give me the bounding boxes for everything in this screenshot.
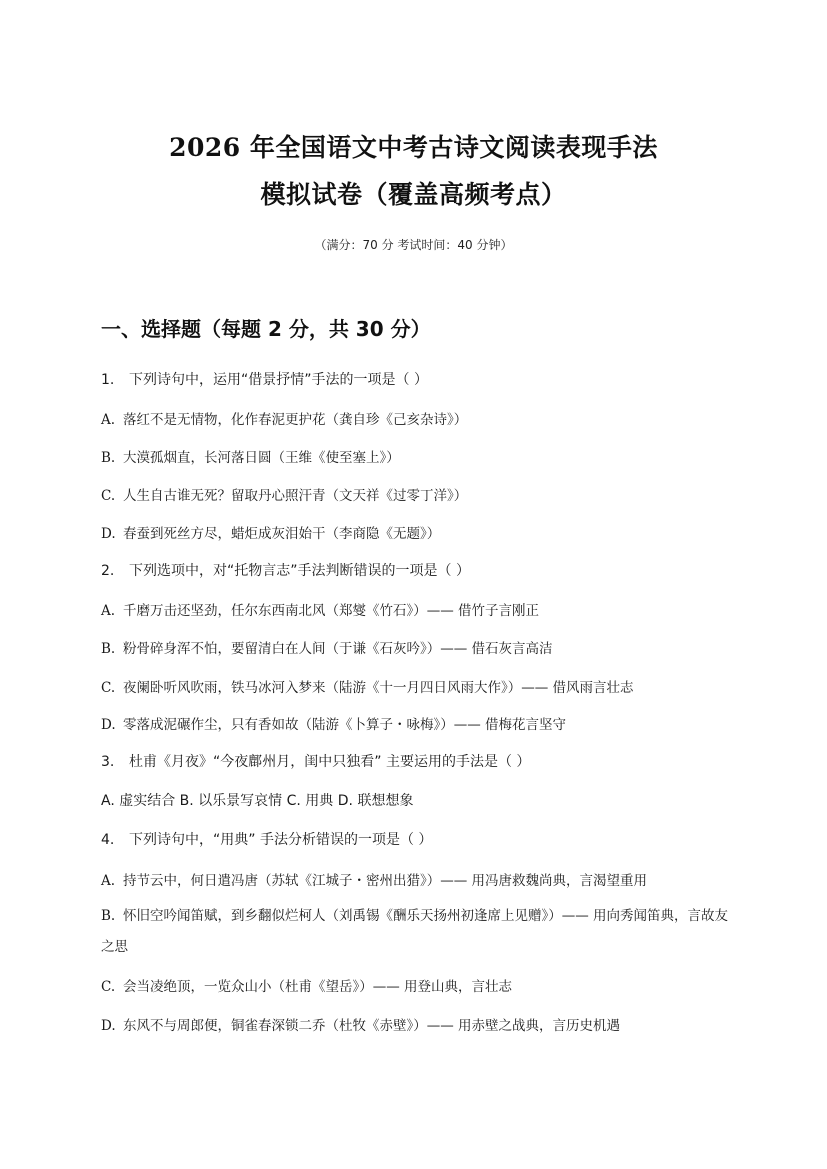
option-text: 春蚕到死丝方尽，蜡炬成灰泪始干（李商隐《无题》） (123, 526, 441, 542)
question-stem: 下列选项中，对“托物言志”手法判断错误的一项是（ ） (129, 563, 470, 579)
option-letter: C. (101, 488, 116, 504)
q4-option-d (101, 1014, 620, 1034)
option-letter: D. (101, 717, 116, 733)
option-letter: B. (101, 450, 116, 466)
option-letter: A. (101, 873, 116, 889)
section-heading: 一、选择题（每题 2 分，共 30 分） (101, 317, 431, 341)
question-number: 1. (101, 372, 115, 388)
question-number: 3. (101, 754, 115, 770)
q4-option-a (101, 869, 647, 889)
option-text: 持节云中，何日遣冯唐（苏轼《江城子・密州出猎》）—— 用冯唐救魏尚典，言渴望重用 (123, 873, 648, 889)
option-letter: B. (101, 908, 116, 924)
q3-options: A. 虚实结合 B. 以乐景写哀情 C. 用典 D. 联想想象 (101, 793, 414, 809)
question-4 (101, 829, 432, 849)
option-letter: C. (101, 680, 116, 696)
q4-option-b (101, 901, 731, 963)
q1-option-c (101, 484, 467, 504)
option-letter: A. (101, 603, 116, 619)
q1-option-b (101, 446, 400, 466)
option-letter: B. (101, 641, 116, 657)
exam-title-line2: 模拟试卷（覆盖高频考点） (260, 180, 567, 209)
option-letter: A. (101, 412, 116, 428)
question-stem: 下列诗句中，运用“借景抒情”手法的一项是（ ） (129, 372, 428, 388)
q4-option-c (101, 975, 512, 995)
option-text: 零落成泥碾作尘，只有香如故（陆游《卜算子・咏梅》）—— 借梅花言坚守 (123, 717, 567, 733)
option-letter: C. (101, 979, 116, 995)
option-text: 落红不是无情物，化作春泥更护花（龚自珍《己亥杂诗》） (123, 412, 468, 428)
option-text: 夜阑卧听风吹雨，铁马冰河入梦来（陆游《十一月四日风雨大作》）—— 借风雨言壮志 (123, 680, 634, 696)
option-text: 大漠孤烟直，长河落日圆（王维《使至塞上》） (123, 450, 400, 466)
question-number: 4. (101, 832, 115, 848)
question-2 (101, 560, 470, 580)
option-text: 千磨万击还坚劲，任尔东西南北风（郑燮《竹石》）—— 借竹子言刚正 (123, 603, 540, 619)
option-letter: D. (101, 526, 116, 542)
exam-title-line1: 2026 年全国语文中考古诗文阅读表现手法 (169, 133, 658, 162)
option-text: 会当凌绝顶，一览众山小（杜甫《望岳》）—— 用登山典，言壮志 (123, 979, 513, 995)
q2-option-b (101, 637, 553, 657)
option-text: 东风不与周郎便，铜雀春深锁二乔（杜牧《赤壁》）—— 用赤壁之战典，言历史机遇 (123, 1018, 621, 1034)
option-text: 粉骨碎身浑不怕，要留清白在人间（于谦《石灰吟》）—— 借石灰言高洁 (123, 641, 553, 657)
option-text: 人生自古谁无死？留取丹心照汗青（文天祥《过零丁洋》） (123, 488, 468, 504)
question-stem: 杜甫《月夜》“今夜鄜州月，闺中只独看” 主要运用的手法是（ ） (129, 754, 531, 770)
question-stem: 下列诗句中，“用典” 手法分析错误的一项是（ ） (129, 832, 433, 848)
q1-option-d (101, 522, 440, 542)
question-1 (101, 369, 428, 389)
q2-option-d (101, 713, 566, 733)
q1-option-a (101, 408, 467, 428)
question-3 (101, 751, 530, 771)
q2-option-c (101, 676, 634, 696)
question-number: 2. (101, 563, 115, 579)
option-text: 怀旧空吟闻笛赋，到乡翻似烂柯人（刘禹锡《酬乐天扬州初逢席上见赠》）—— 用向秀闻笛典，言故友之思 (101, 908, 729, 955)
exam-meta: （满分：70 分 考试时间：40 分钟） (314, 238, 513, 252)
option-letter: D. (101, 1018, 116, 1034)
q2-option-a (101, 599, 539, 619)
